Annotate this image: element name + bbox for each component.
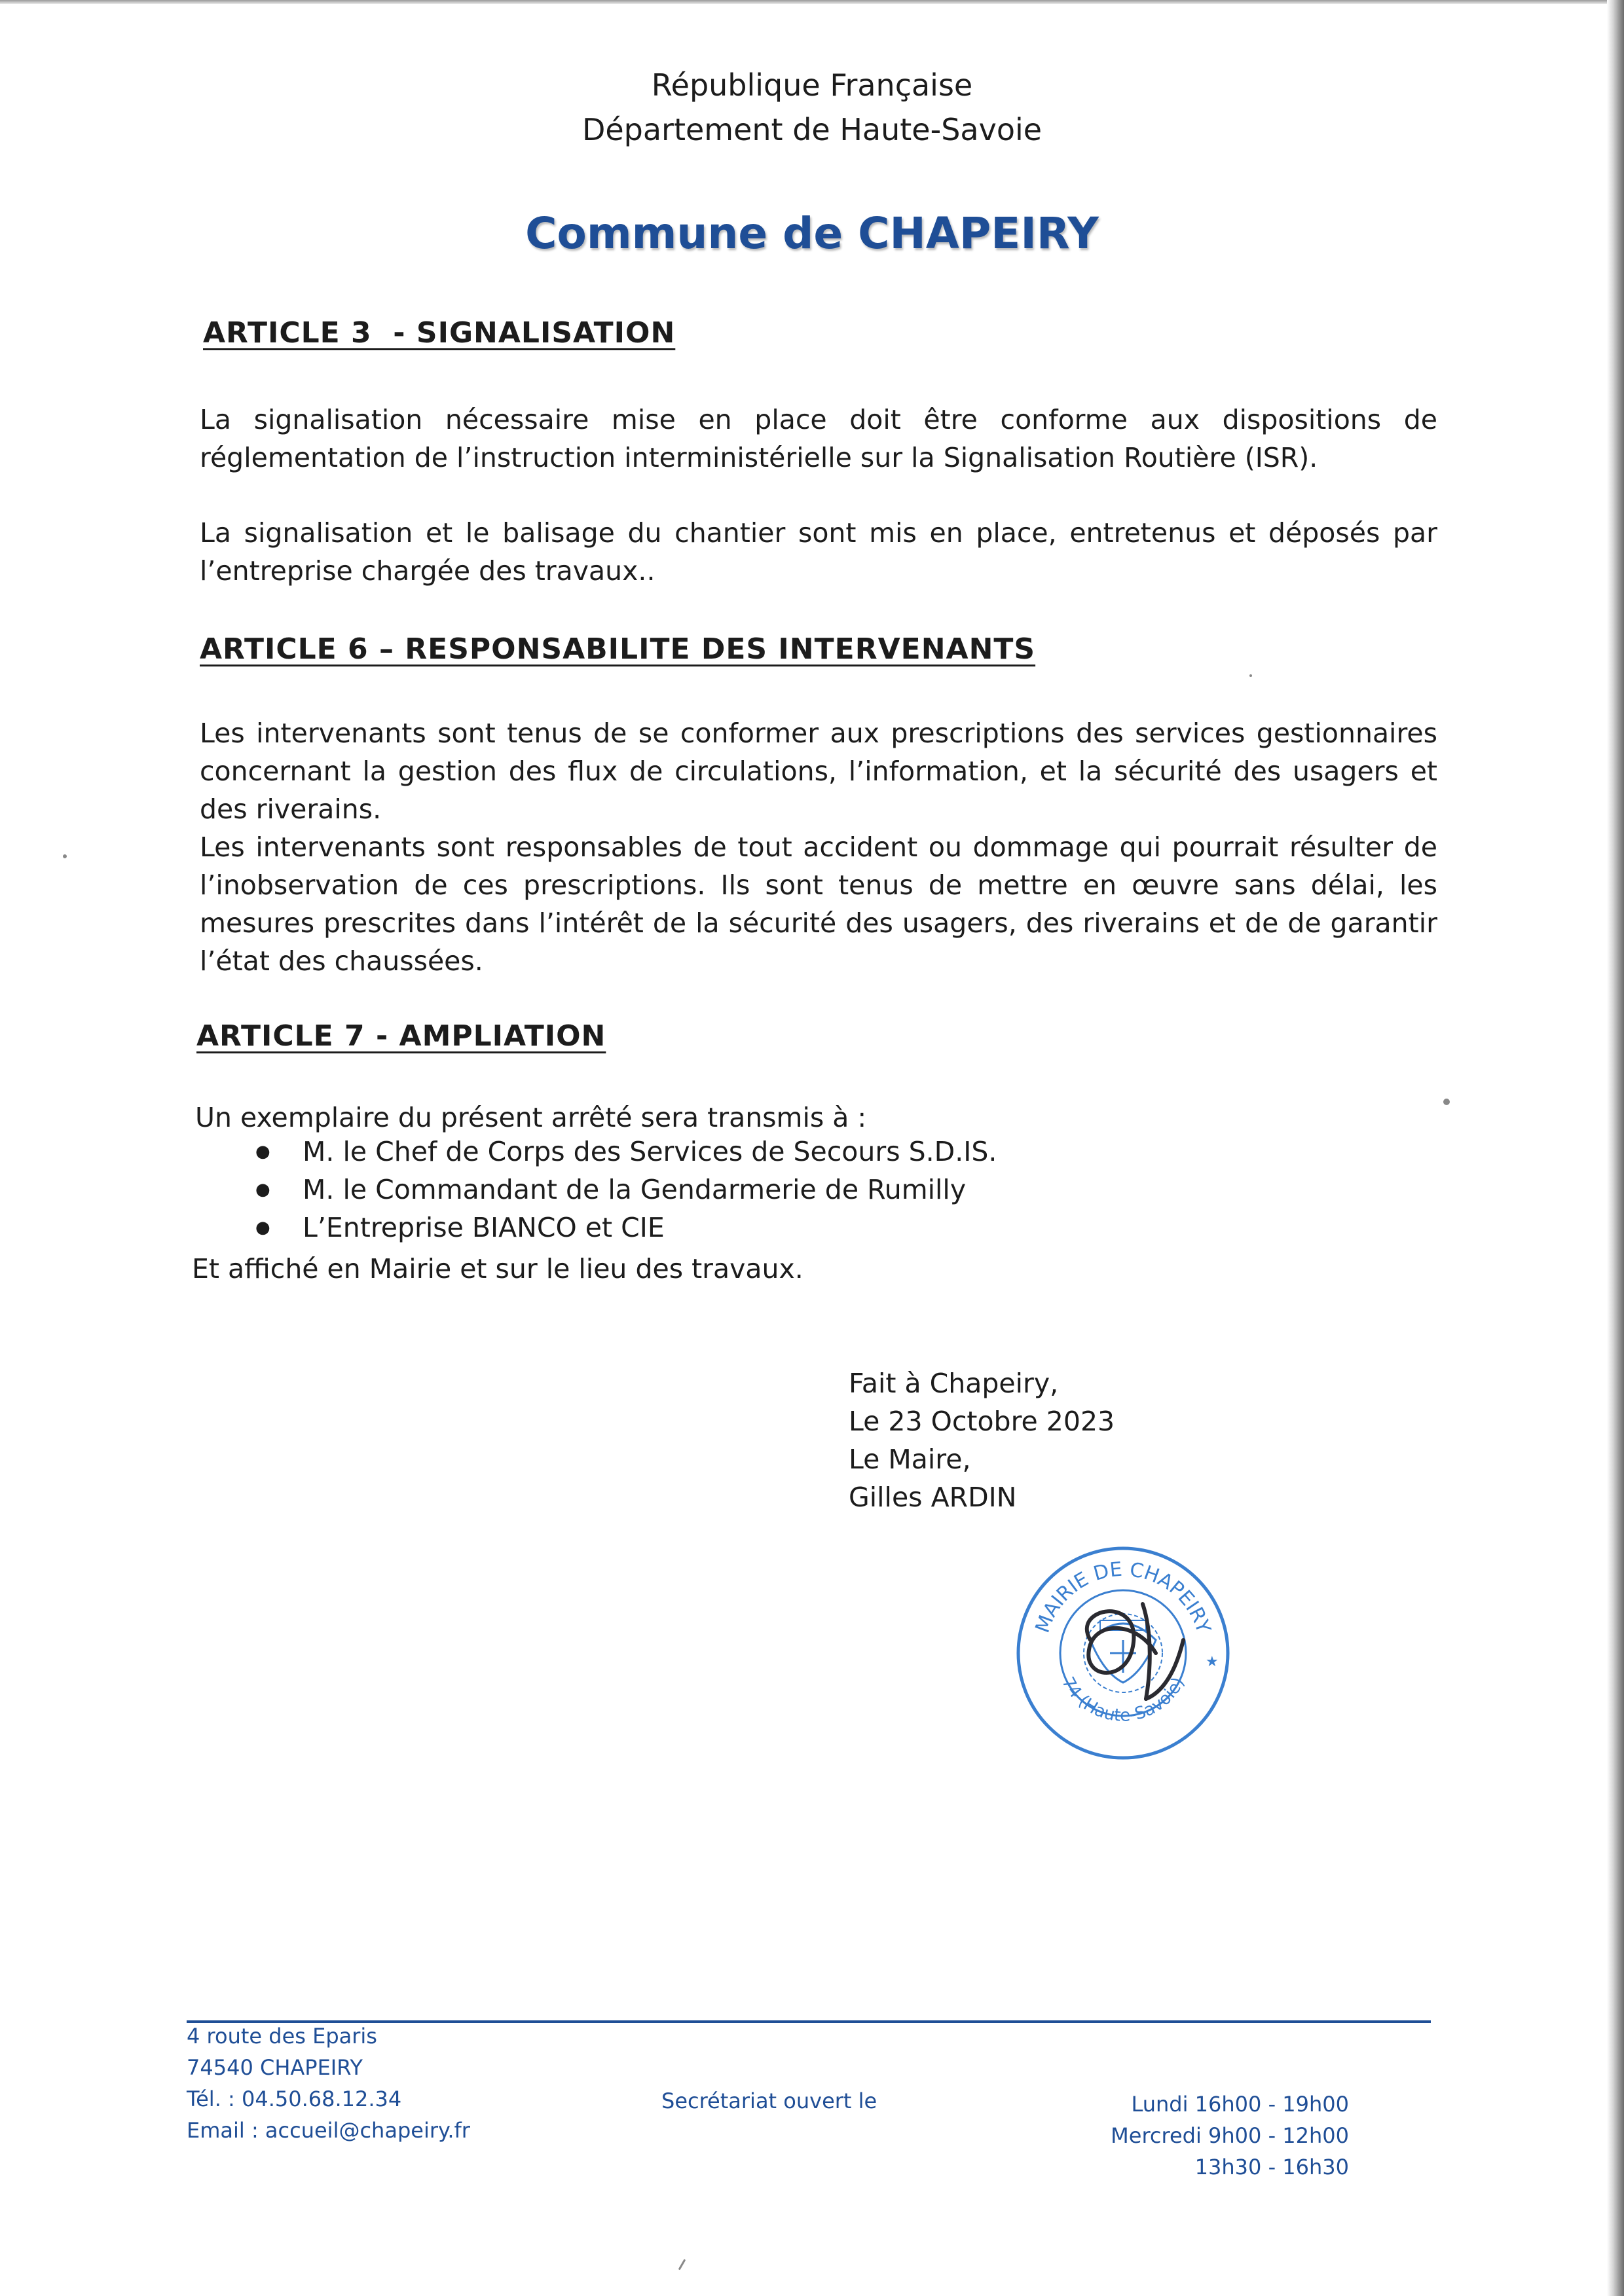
list-item: ● L’Entreprise BIANCO et CIE: [255, 1209, 997, 1247]
svg-text:★: ★: [1206, 1654, 1219, 1670]
article-7-outro: Et affiché en Mairie et sur le lieu des travaux.: [192, 1253, 803, 1285]
footer-hours-monday: Lundi 16h00 - 19h00: [1131, 2092, 1349, 2117]
article-3-paragraph-2: La signalisation et le balisage du chantier sont mis en place, entretenus et déposés par l’entreprise chargée des travaux..: [200, 517, 1437, 587]
mairie-stamp-icon: [1012, 1542, 1234, 1764]
footer-secretariat-label: Secrétariat ouvert le: [661, 2088, 877, 2113]
footer-city: 74540 CHAPEIRY: [187, 2055, 363, 2080]
article-6-paragraph-2: Les intervenants sont responsables de tout accident ou dommage qui pourrait résulter de l’inobservation de ces prescriptions. Ils sont tenus de mettre en œuvre sans délai, les mesures prescrites dans l’intérêt de la sécurité des usagers, des riverains et de de garantir l’état des chaussées.: [200, 831, 1437, 977]
signature-name: Gilles ARDIN: [849, 1482, 1017, 1513]
article-3-paragraph-1: La signalisation nécessaire mise en place doit être conforme aux dispositions de réglementation de l’instruction interministérielle sur la Signalisation Routière (ISR).: [200, 404, 1437, 473]
footer-hours-wednesday: Mercredi 9h00 - 12h00: [1111, 2123, 1349, 2148]
signature-block: [849, 1364, 1115, 1516]
article-7-intro: Un exemplaire du présent arrêté sera transmis à :: [195, 1102, 867, 1133]
scan-speck: [1249, 674, 1252, 677]
article-7-title: ARTICLE 7 - AMPLIATION: [196, 1019, 606, 1053]
scan-speck: [1443, 1099, 1450, 1105]
footer-hours-wednesday-afternoon: 13h30 - 16h30: [1194, 2155, 1349, 2179]
article-3-title: ARTICLE 3 - SIGNALISATION: [203, 316, 676, 350]
list-item: ● M. le Chef de Corps des Services de Secours S.D.IS.: [255, 1133, 997, 1171]
header-republic: République Française: [651, 67, 973, 103]
scan-speck: [678, 2259, 686, 2270]
stamp-text-top: MAIRIE DE CHAPEIRY: [1031, 1558, 1215, 1636]
scan-edge-right: [1607, 0, 1624, 2296]
signature-role: Le Maire,: [849, 1444, 971, 1475]
scan-speck: [63, 854, 67, 858]
stamp-text-bottom: 74 (Haute-Savoie): [1058, 1673, 1189, 1726]
footer-phone: Tél. : 04.50.68.12.34: [187, 2086, 402, 2111]
footer-hours: [1061, 2088, 1349, 2183]
footer-email: Email : accueil@chapeiry.fr: [187, 2118, 470, 2143]
header-department: Département de Haute-Savoie: [581, 112, 1043, 147]
footer-street: 4 route des Eparis: [187, 2024, 377, 2049]
signature-place: Fait à Chapeiry,: [849, 1368, 1059, 1399]
article-6-paragraph-1: Les intervenants sont tenus de se conformer aux prescriptions des services gestionnaires concernant la gestion des flux de circulations, l’information, et la sécurité des usagers et des riverains.: [200, 718, 1437, 825]
scan-edge-top: [0, 0, 1624, 4]
article-6-title: ARTICLE 6 – RESPONSABILITE DES INTERVENANTS: [200, 632, 1036, 666]
recipient-list: [255, 1133, 997, 1247]
signature-date: Le 23 Octobre 2023: [849, 1406, 1115, 1437]
page-title: Commune de CHAPEIRY: [525, 208, 1099, 259]
list-item: ● M. le Commandant de la Gendarmerie de Rumilly: [255, 1171, 997, 1209]
footer-address: [187, 2020, 470, 2146]
